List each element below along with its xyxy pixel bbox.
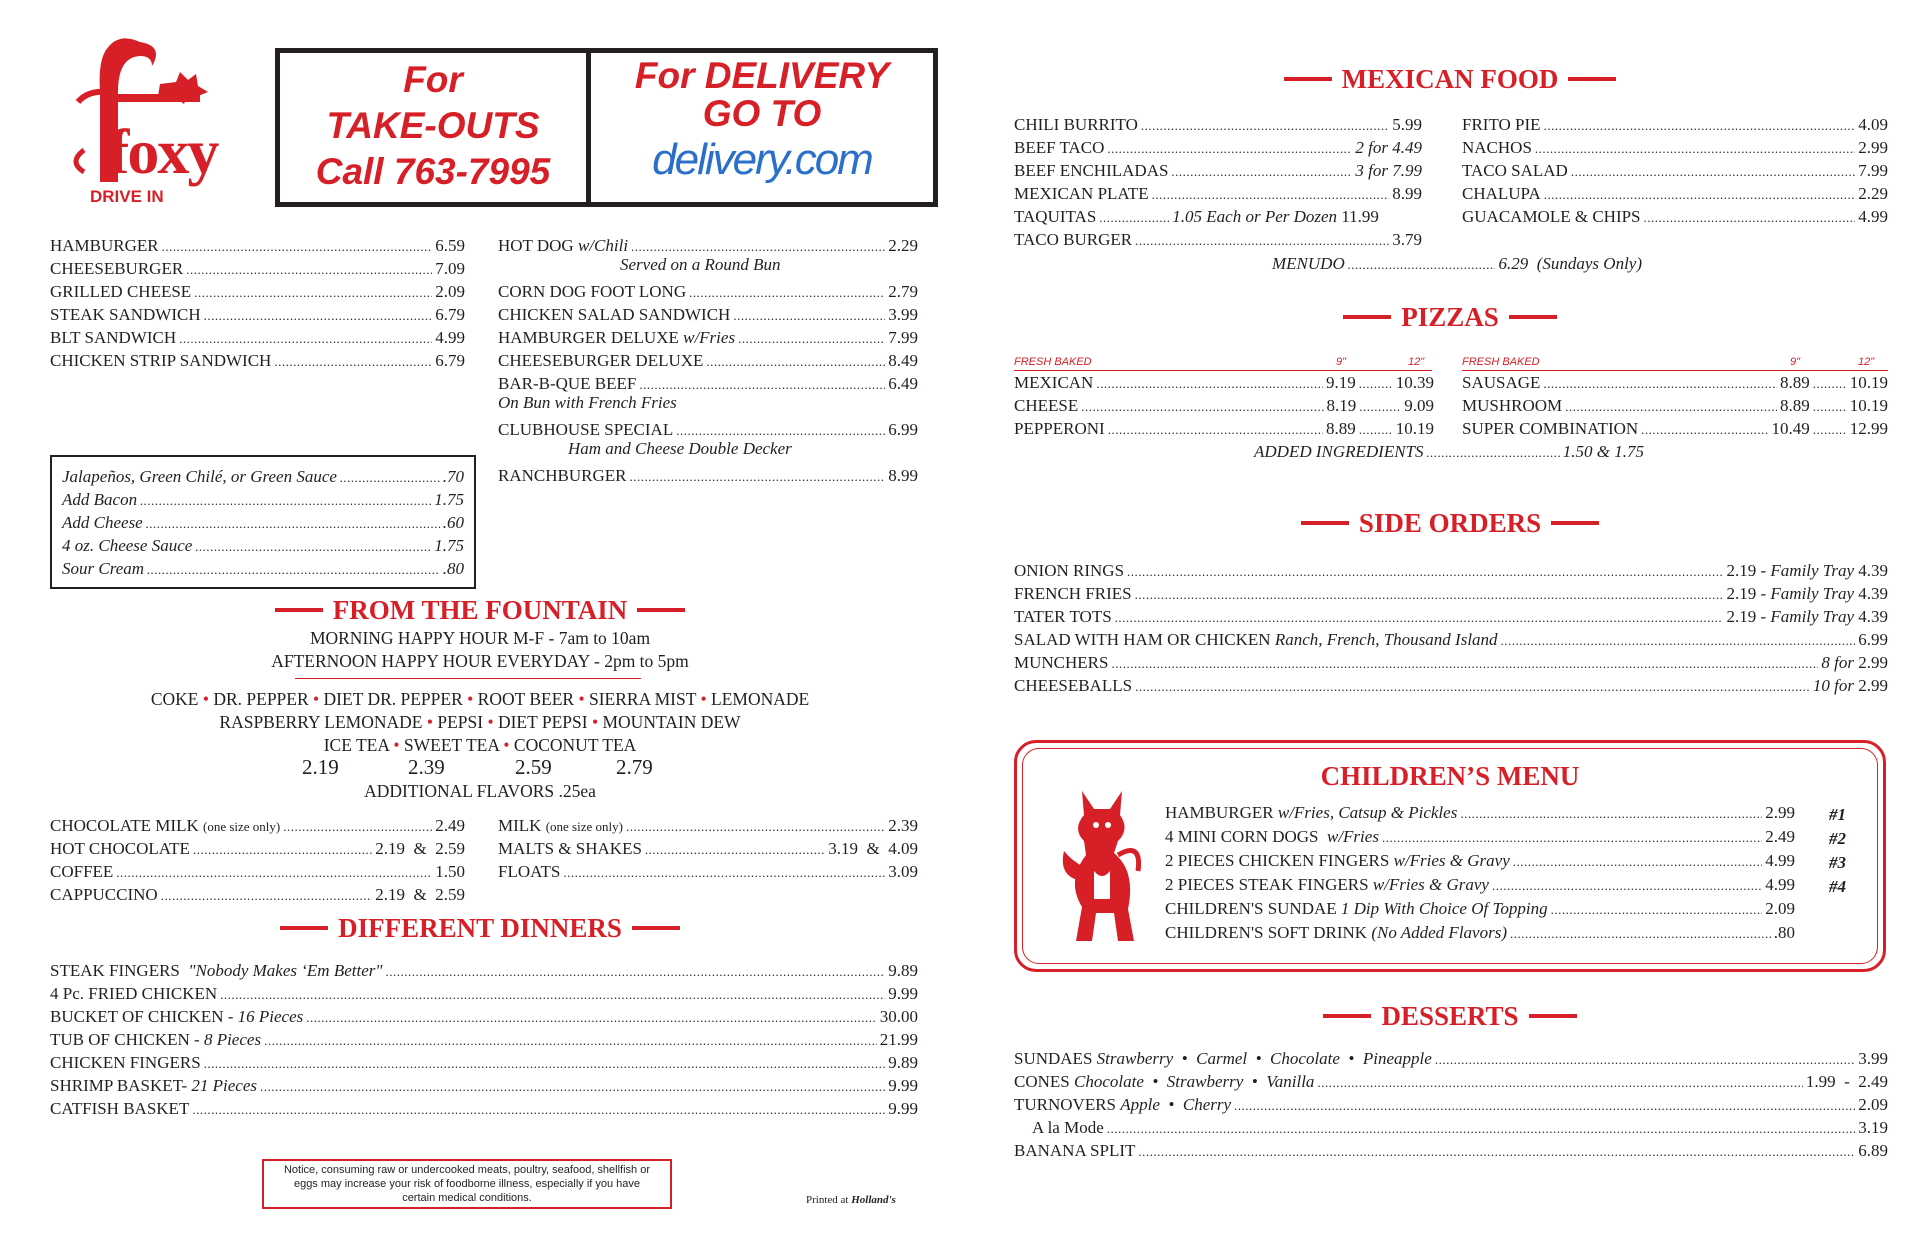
foxy-logo: [48, 32, 263, 212]
list-item: SUPER COMBINATION ..... 10.49 ..... 12.99: [1462, 419, 1888, 440]
list-item: CHICKEN SALAD SANDWICH ..... 3.99: [498, 305, 918, 326]
list-item: CHILDREN'S SUNDAE 1 Dip With Choice Of Topping ..... 2.09: [1165, 899, 1795, 920]
list-item: HAMBURGER DELUXE w/Fries ..... 7.99: [498, 328, 918, 349]
list-item: TATER TOTS ..... 2.19 - Family Tray 4.39: [1014, 607, 1888, 628]
list-item: TACO SALAD ..... 7.99: [1462, 161, 1888, 182]
childrens-menu-title: CHILDREN’S MENU: [1320, 761, 1580, 791]
list-item: MEXICAN PLATE ..... 8.99: [1014, 184, 1422, 205]
list-item: A la Mode ..... 3.19: [1032, 1118, 1888, 1139]
list-item: 2 PIECES CHICKEN FINGERS w/Fries & Gravy ..... 4.99: [1165, 851, 1795, 872]
pizza-size-9-left: 9": [1336, 356, 1347, 368]
combo-number: #4: [1829, 877, 1846, 896]
brand-wordmark: foxy: [108, 116, 218, 187]
list-item: HAMBURGER w/Fries, Catsup & Pickles ..... 2.99: [1165, 803, 1795, 824]
list-item: MEXICAN ..... 9.19 ..... 10.39: [1014, 373, 1434, 394]
list-item: CHEESEBURGER DELUXE ..... 8.49: [498, 351, 918, 372]
list-item: 2 PIECES STEAK FINGERS w/Fries & Gravy ..... 4.99: [1165, 875, 1795, 896]
divider: [1014, 370, 1432, 371]
list-item: BLT SANDWICH ..... 4.99: [50, 328, 465, 349]
list-item: NACHOS ..... 2.99: [1462, 138, 1888, 159]
addon-item: Sour Cream ..... .80: [62, 559, 464, 580]
list-item: TUB OF CHICKEN - 8 Pieces ..... 21.99: [50, 1030, 918, 1051]
added-ingredients: ADDED INGREDIENTS ..... 1.50 & 1.75: [1254, 442, 1644, 463]
list-item: STEAK SANDWICH ..... 6.79: [50, 305, 465, 326]
list-item: CHICKEN FINGERS ..... 9.89: [50, 1053, 918, 1074]
pizza-size-12-right: 12": [1858, 356, 1875, 368]
mexican-heading: MEXICAN FOOD: [1150, 62, 1750, 96]
list-item: SUNDAES Strawberry • Carmel • Chocolate • Pineapple ..... 3.99: [1014, 1049, 1888, 1070]
dinners-heading: DIFFERENT DINNERS: [180, 911, 780, 945]
list-item: MUNCHERS ..... 8 for 2.99: [1014, 653, 1888, 674]
drinks-line-1: COKE • DR. PEPPER • DIET DR. PEPPER • ROOT BEER • SIERRA MIST • LEMONADE: [150, 689, 810, 709]
pizza-sub-left: FRESH BAKED: [1014, 356, 1092, 368]
list-item: BANANA SPLIT ..... 6.89: [1014, 1141, 1888, 1162]
list-item: PEPPERONI ..... 8.89 ..... 10.19: [1014, 419, 1434, 440]
delivery-line-1: For DELIVERY: [634, 55, 890, 96]
list-item: CLUBHOUSE SPECIAL ..... 6.99: [498, 420, 918, 441]
list-item: BAR-B-QUE BEEF ..... 6.49: [498, 374, 918, 395]
addon-item: Add Cheese ..... .60: [62, 513, 464, 534]
list-item: 4 Pc. FRIED CHICKEN ..... 9.99: [50, 984, 918, 1005]
takeout-phone: Call 763-7995: [315, 151, 551, 192]
list-item: MUSHROOM ..... 8.89 ..... 10.19: [1462, 396, 1888, 417]
list-item: HOT DOG w/Chili ..... 2.29: [498, 236, 918, 257]
list-item: BEEF ENCHILADAS ..... 3 for 7.99: [1014, 161, 1422, 182]
list-item: CAPPUCCINO ..... 2.19 & 2.59: [50, 885, 465, 906]
fountain-heading: FROM THE FOUNTAIN: [180, 593, 780, 627]
drinks-line-2: RASPBERRY LEMONADE • PEPSI • DIET PEPSI • MOUNTAIN DEW: [219, 712, 741, 732]
size-price: 2.79: [616, 755, 653, 779]
list-item: CHEESEBALLS ..... 10 for 2.99: [1014, 676, 1888, 697]
list-item: FLOATS ..... 3.09: [498, 862, 918, 883]
list-item: CATFISH BASKET ..... 9.99: [50, 1099, 918, 1120]
list-item: FRENCH FRIES ..... 2.19 - Family Tray 4.39: [1014, 584, 1888, 605]
addon-item: 4 oz. Cheese Sauce ..... 1.75: [62, 536, 464, 557]
menudo-item: MENUDO ..... 6.29 (Sundays Only): [1272, 254, 1642, 275]
list-item: CHEESE ..... 8.19 ..... 9.09: [1014, 396, 1434, 417]
list-item: CHICKEN STRIP SANDWICH ..... 6.79: [50, 351, 465, 372]
list-item: CHEESEBURGER ..... 7.09: [50, 259, 465, 280]
addons-box: [50, 455, 476, 589]
list-item: HAMBURGER ..... 6.59: [50, 236, 465, 257]
list-item: MALTS & SHAKES ..... 3.19 & 4.09: [498, 839, 918, 860]
list-item: ONION RINGS ..... 2.19 - Family Tray 4.39: [1014, 561, 1888, 582]
happy-hour-morning: MORNING HAPPY HOUR M-F - 7am to 10am: [309, 628, 651, 648]
sides-heading: SIDE ORDERS: [1150, 506, 1750, 540]
list-item: HOT CHOCOLATE ..... 2.19 & 2.59: [50, 839, 465, 860]
size-price: 2.19: [302, 755, 339, 779]
childrens-menu-box: [1014, 740, 1886, 972]
list-item: FRITO PIE ..... 4.09: [1462, 115, 1888, 136]
list-item: TURNOVERS Apple • Cherry ..... 2.09: [1014, 1095, 1888, 1116]
list-item: CONES Chocolate • Strawberry • Vanilla ..... 1.99 - 2.49: [1014, 1072, 1888, 1093]
takeout-line-2: TAKE-OUTS: [326, 105, 540, 146]
desserts-heading: DESSERTS: [1150, 999, 1750, 1033]
list-item: GRILLED CHEESE ..... 2.09: [50, 282, 465, 303]
list-item: TAQUITAS ..... 1.05 Each or Per Dozen 11.99: [1014, 207, 1422, 228]
combo-number: #2: [1829, 829, 1846, 848]
clubhouse-sub: Ham and Cheese Double Decker: [568, 439, 792, 458]
list-item: CORN DOG FOOT LONG ..... 2.79: [498, 282, 918, 303]
takeout-line-1: For: [403, 59, 463, 100]
list-item: BUCKET OF CHICKEN - 16 Pieces ..... 30.00: [50, 1007, 918, 1028]
combo-number: #3: [1829, 853, 1846, 872]
divider: [1462, 370, 1888, 371]
list-item: CHILDREN'S SOFT DRINK (No Added Flavors) ..... .80: [1165, 923, 1795, 944]
list-item: CHILI BURRITO ..... 5.99: [1014, 115, 1422, 136]
list-item: BEEF TACO ..... 2 for 4.49: [1014, 138, 1422, 159]
bbq-sub: On Bun with French Fries: [498, 393, 677, 412]
pizza-size-9-right: 9": [1790, 356, 1801, 368]
takeout-box: [275, 48, 591, 207]
brand-tag: DRIVE IN: [90, 187, 164, 206]
delivery-line-2: GO TO: [702, 93, 822, 134]
list-item: COFFEE ..... 1.50: [50, 862, 465, 883]
list-item: STEAK FINGERS "Nobody Makes ‘Em Better" ..... 9.89: [50, 961, 918, 982]
drinks-line-3: ICE TEA • SWEET TEA • COCONUT TEA: [323, 735, 637, 755]
list-item: MILK (one size only) ..... 2.39: [498, 816, 918, 837]
list-item: GUACAMOLE & CHIPS ..... 4.99: [1462, 207, 1888, 228]
pizza-sub-right: FRESH BAKED: [1462, 356, 1540, 368]
list-item: CHALUPA ..... 2.29: [1462, 184, 1888, 205]
addon-item: Add Bacon ..... 1.75: [62, 490, 464, 511]
combo-number: #1: [1829, 805, 1846, 824]
list-item: 4 MINI CORN DOGS w/Fries ..... 2.49: [1165, 827, 1795, 848]
printed-credit: Printed at Holland's: [806, 1194, 896, 1206]
list-item: RANCHBURGER ..... 8.99: [498, 466, 918, 487]
list-item: SHRIMP BASKET- 21 Pieces ..... 9.99: [50, 1076, 918, 1097]
list-item: CHOCOLATE MILK (one size only) ..... 2.49: [50, 816, 465, 837]
happy-hour-afternoon: AFTERNOON HAPPY HOUR EVERYDAY - 2pm to 5pm: [271, 651, 689, 671]
list-item: SAUSAGE ..... 8.89 ..... 10.19: [1462, 373, 1888, 394]
list-item: TACO BURGER ..... 3.79: [1014, 230, 1422, 251]
pizzas-heading: PIZZAS: [1150, 300, 1750, 334]
health-notice: [262, 1159, 672, 1209]
fox-mascot-icon: [1052, 781, 1152, 951]
addon-item: Jalapeños, Green Chilé, or Green Sauce ..... .70: [62, 467, 464, 488]
pizza-size-12-left: 12": [1408, 356, 1425, 368]
size-price: 2.39: [408, 755, 445, 779]
delivery-box: [586, 48, 938, 207]
list-item: SALAD WITH HAM OR CHICKEN Ranch, French, Thousand Island ..... 6.99: [1014, 630, 1888, 651]
notice-text: Notice, consuming raw or undercooked meats, poultry, seafood, shellfish or eggs may increase your risk of foodborne illness, especially if you have certain medical conditions.: [283, 1164, 651, 1204]
hotdog-sub: Served on a Round Bun: [620, 255, 781, 274]
delivery-site[interactable]: delivery.com: [652, 135, 872, 184]
divider: [295, 678, 641, 679]
additional-flavors: ADDITIONAL FLAVORS .25ea: [364, 781, 596, 801]
size-price: 2.59: [515, 755, 552, 779]
